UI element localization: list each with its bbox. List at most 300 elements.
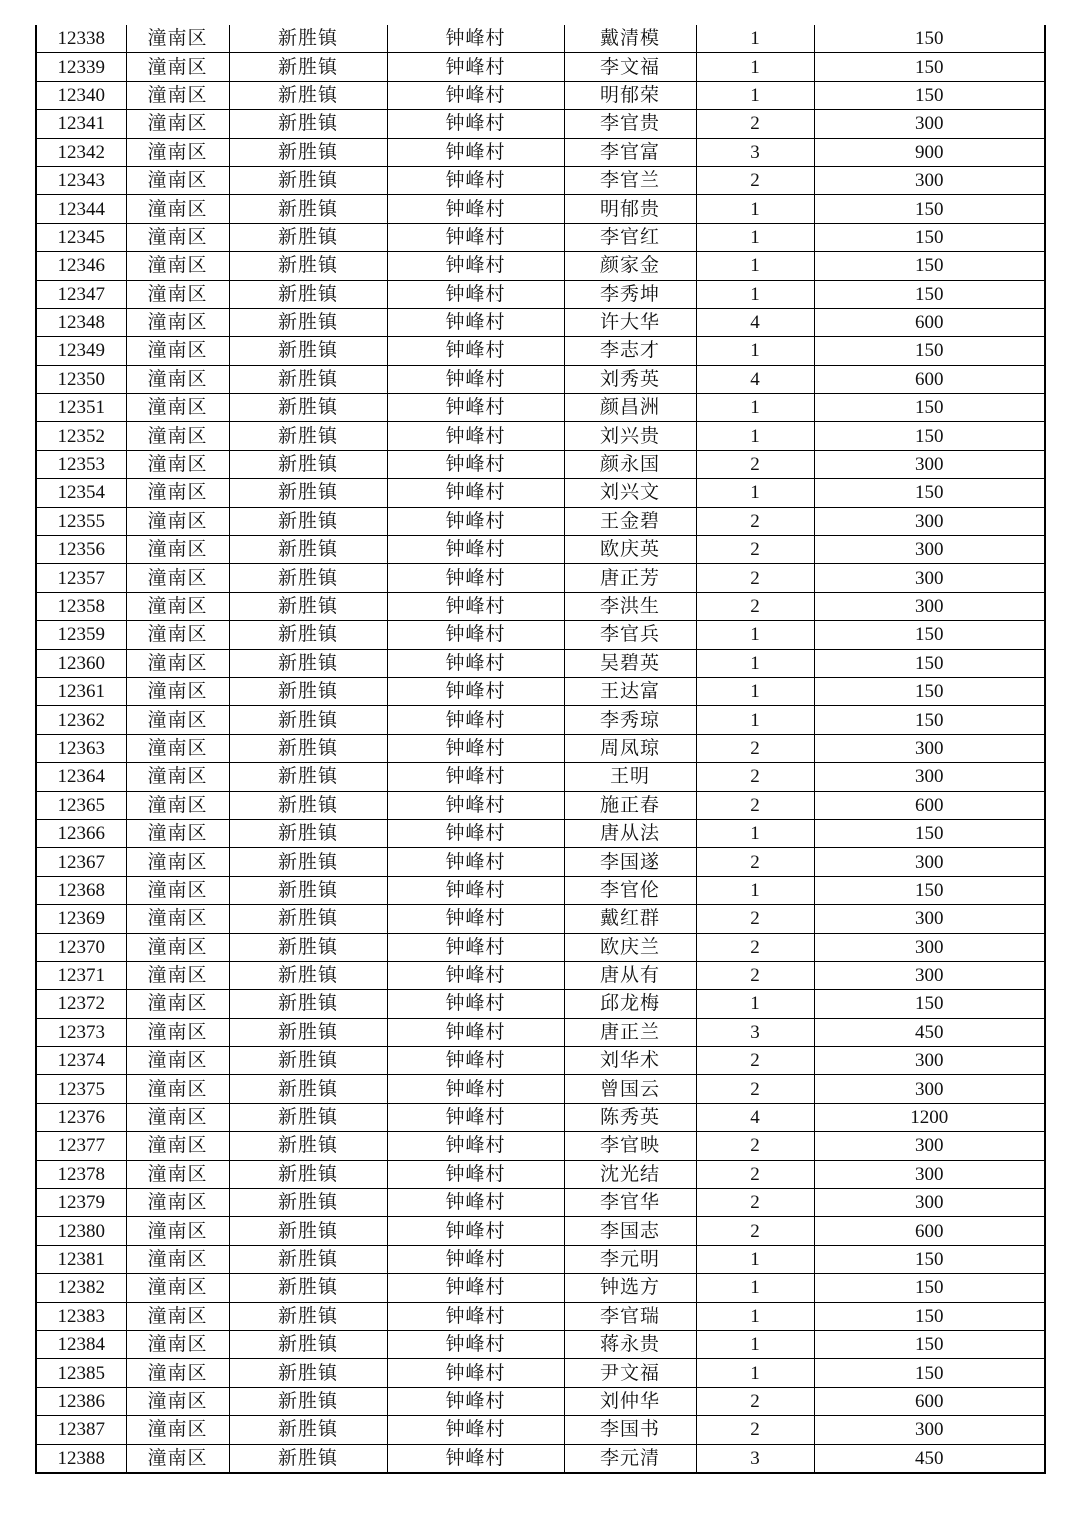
town-cell: 新胜镇	[229, 138, 387, 166]
district-cell: 潼南区	[126, 1075, 229, 1103]
name-cell: 李元明	[564, 1245, 696, 1273]
count-cell: 3	[696, 1444, 814, 1473]
village-cell: 钟峰村	[387, 1302, 564, 1330]
name-cell: 刘华术	[564, 1047, 696, 1075]
table-row	[36, 1387, 1045, 1415]
row-id-cell: 12373	[36, 1018, 126, 1046]
village-cell: 钟峰村	[387, 1444, 564, 1473]
name-cell: 施正春	[564, 791, 696, 819]
table-row	[36, 110, 1045, 138]
name-cell: 欧庆英	[564, 536, 696, 564]
village-cell: 钟峰村	[387, 1132, 564, 1160]
row-id-cell: 12370	[36, 933, 126, 961]
name-cell: 蒋永贵	[564, 1330, 696, 1358]
name-cell: 刘秀英	[564, 365, 696, 393]
name-cell: 李秀琼	[564, 706, 696, 734]
table-body	[36, 25, 1045, 1473]
row-id-cell: 12340	[36, 81, 126, 109]
row-id-cell: 12361	[36, 677, 126, 705]
row-id-cell: 12349	[36, 337, 126, 365]
count-cell: 1	[696, 25, 814, 53]
table-row	[36, 422, 1045, 450]
district-cell: 潼南区	[126, 763, 229, 791]
amount-cell: 150	[814, 195, 1045, 223]
town-cell: 新胜镇	[229, 990, 387, 1018]
count-cell: 2	[696, 1047, 814, 1075]
amount-cell: 300	[814, 763, 1045, 791]
town-cell: 新胜镇	[229, 53, 387, 81]
count-cell: 1	[696, 649, 814, 677]
village-cell: 钟峰村	[387, 308, 564, 336]
name-cell: 颜永国	[564, 450, 696, 478]
district-cell: 潼南区	[126, 905, 229, 933]
row-id-cell: 12380	[36, 1217, 126, 1245]
name-cell: 许大华	[564, 308, 696, 336]
table-row	[36, 365, 1045, 393]
district-cell: 潼南区	[126, 337, 229, 365]
village-cell: 钟峰村	[387, 1160, 564, 1188]
town-cell: 新胜镇	[229, 763, 387, 791]
count-cell: 3	[696, 1018, 814, 1046]
town-cell: 新胜镇	[229, 1387, 387, 1415]
count-cell: 2	[696, 110, 814, 138]
district-cell: 潼南区	[126, 536, 229, 564]
table-row	[36, 592, 1045, 620]
village-cell: 钟峰村	[387, 819, 564, 847]
district-cell: 潼南区	[126, 848, 229, 876]
district-cell: 潼南区	[126, 1018, 229, 1046]
town-cell: 新胜镇	[229, 933, 387, 961]
row-id-cell: 12371	[36, 961, 126, 989]
village-cell: 钟峰村	[387, 734, 564, 762]
village-cell: 钟峰村	[387, 138, 564, 166]
amount-cell: 300	[814, 592, 1045, 620]
village-cell: 钟峰村	[387, 1245, 564, 1273]
table-row	[36, 394, 1045, 422]
name-cell: 刘仲华	[564, 1387, 696, 1415]
row-id-cell: 12362	[36, 706, 126, 734]
town-cell: 新胜镇	[229, 1132, 387, 1160]
town-cell: 新胜镇	[229, 1274, 387, 1302]
count-cell: 4	[696, 1103, 814, 1131]
table-row	[36, 138, 1045, 166]
name-cell: 李国志	[564, 1217, 696, 1245]
name-cell: 李志才	[564, 337, 696, 365]
table-row	[36, 621, 1045, 649]
district-cell: 潼南区	[126, 53, 229, 81]
table-row	[36, 1018, 1045, 1046]
district-cell: 潼南区	[126, 1189, 229, 1217]
name-cell: 陈秀英	[564, 1103, 696, 1131]
row-id-cell: 12346	[36, 252, 126, 280]
village-cell: 钟峰村	[387, 706, 564, 734]
table-row	[36, 734, 1045, 762]
count-cell: 1	[696, 1274, 814, 1302]
amount-cell: 150	[814, 1245, 1045, 1273]
town-cell: 新胜镇	[229, 308, 387, 336]
district-cell: 潼南区	[126, 81, 229, 109]
table-row	[36, 1189, 1045, 1217]
count-cell: 1	[696, 677, 814, 705]
village-cell: 钟峰村	[387, 961, 564, 989]
village-cell: 钟峰村	[387, 1103, 564, 1131]
district-cell: 潼南区	[126, 933, 229, 961]
town-cell: 新胜镇	[229, 1047, 387, 1075]
count-cell: 2	[696, 536, 814, 564]
row-id-cell: 12364	[36, 763, 126, 791]
amount-cell: 150	[814, 819, 1045, 847]
district-cell: 潼南区	[126, 110, 229, 138]
row-id-cell: 12365	[36, 791, 126, 819]
town-cell: 新胜镇	[229, 280, 387, 308]
amount-cell: 600	[814, 1387, 1045, 1415]
district-cell: 潼南区	[126, 195, 229, 223]
amount-cell: 150	[814, 223, 1045, 251]
district-cell: 潼南区	[126, 621, 229, 649]
table-row	[36, 763, 1045, 791]
table-row	[36, 1047, 1045, 1075]
row-id-cell: 12348	[36, 308, 126, 336]
count-cell: 1	[696, 990, 814, 1018]
town-cell: 新胜镇	[229, 734, 387, 762]
district-cell: 潼南区	[126, 138, 229, 166]
table-row	[36, 961, 1045, 989]
table-row	[36, 905, 1045, 933]
district-cell: 潼南区	[126, 592, 229, 620]
table-row	[36, 819, 1045, 847]
amount-cell: 150	[814, 1359, 1045, 1387]
name-cell: 刘兴文	[564, 479, 696, 507]
village-cell: 钟峰村	[387, 479, 564, 507]
count-cell: 2	[696, 791, 814, 819]
name-cell: 李官红	[564, 223, 696, 251]
table-row	[36, 223, 1045, 251]
district-cell: 潼南区	[126, 961, 229, 989]
count-cell: 1	[696, 1302, 814, 1330]
town-cell: 新胜镇	[229, 223, 387, 251]
table-row	[36, 337, 1045, 365]
town-cell: 新胜镇	[229, 337, 387, 365]
amount-cell: 300	[814, 1189, 1045, 1217]
row-id-cell: 12388	[36, 1444, 126, 1473]
amount-cell: 150	[814, 876, 1045, 904]
name-cell: 李官兵	[564, 621, 696, 649]
count-cell: 1	[696, 479, 814, 507]
count-cell: 2	[696, 592, 814, 620]
town-cell: 新胜镇	[229, 564, 387, 592]
name-cell: 李元清	[564, 1444, 696, 1473]
table-row	[36, 308, 1045, 336]
table-row	[36, 1103, 1045, 1131]
count-cell: 2	[696, 166, 814, 194]
name-cell: 王达富	[564, 677, 696, 705]
amount-cell: 450	[814, 1444, 1045, 1473]
row-id-cell: 12339	[36, 53, 126, 81]
table-row	[36, 990, 1045, 1018]
village-cell: 钟峰村	[387, 536, 564, 564]
row-id-cell: 12385	[36, 1359, 126, 1387]
row-id-cell: 12386	[36, 1387, 126, 1415]
village-cell: 钟峰村	[387, 25, 564, 53]
town-cell: 新胜镇	[229, 166, 387, 194]
count-cell: 2	[696, 734, 814, 762]
row-id-cell: 12363	[36, 734, 126, 762]
count-cell: 1	[696, 422, 814, 450]
row-id-cell: 12360	[36, 649, 126, 677]
district-cell: 潼南区	[126, 1274, 229, 1302]
table-row	[36, 81, 1045, 109]
amount-cell: 300	[814, 848, 1045, 876]
row-id-cell: 12377	[36, 1132, 126, 1160]
name-cell: 戴清模	[564, 25, 696, 53]
town-cell: 新胜镇	[229, 1075, 387, 1103]
count-cell: 1	[696, 1245, 814, 1273]
amount-cell: 150	[814, 394, 1045, 422]
amount-cell: 300	[814, 905, 1045, 933]
district-cell: 潼南区	[126, 1444, 229, 1473]
town-cell: 新胜镇	[229, 819, 387, 847]
town-cell: 新胜镇	[229, 876, 387, 904]
count-cell: 1	[696, 1359, 814, 1387]
town-cell: 新胜镇	[229, 621, 387, 649]
table-row	[36, 166, 1045, 194]
name-cell: 王明	[564, 763, 696, 791]
count-cell: 2	[696, 1416, 814, 1444]
village-cell: 钟峰村	[387, 592, 564, 620]
table-row	[36, 280, 1045, 308]
town-cell: 新胜镇	[229, 649, 387, 677]
count-cell: 1	[696, 394, 814, 422]
row-id-cell: 12355	[36, 507, 126, 535]
town-cell: 新胜镇	[229, 1302, 387, 1330]
count-cell: 1	[696, 280, 814, 308]
town-cell: 新胜镇	[229, 1189, 387, 1217]
count-cell: 2	[696, 1132, 814, 1160]
village-cell: 钟峰村	[387, 933, 564, 961]
name-cell: 吴碧英	[564, 649, 696, 677]
table-row	[36, 1132, 1045, 1160]
district-cell: 潼南区	[126, 876, 229, 904]
count-cell: 2	[696, 763, 814, 791]
town-cell: 新胜镇	[229, 1416, 387, 1444]
district-cell: 潼南区	[126, 166, 229, 194]
village-cell: 钟峰村	[387, 1018, 564, 1046]
town-cell: 新胜镇	[229, 848, 387, 876]
count-cell: 4	[696, 365, 814, 393]
count-cell: 2	[696, 1075, 814, 1103]
table-row	[36, 876, 1045, 904]
name-cell: 唐从法	[564, 819, 696, 847]
table-row	[36, 1217, 1045, 1245]
village-cell: 钟峰村	[387, 166, 564, 194]
count-cell: 1	[696, 337, 814, 365]
village-cell: 钟峰村	[387, 1416, 564, 1444]
table-row	[36, 649, 1045, 677]
town-cell: 新胜镇	[229, 25, 387, 53]
row-id-cell: 12359	[36, 621, 126, 649]
town-cell: 新胜镇	[229, 422, 387, 450]
amount-cell: 150	[814, 25, 1045, 53]
town-cell: 新胜镇	[229, 450, 387, 478]
amount-cell: 300	[814, 450, 1045, 478]
document-page	[35, 25, 1044, 1474]
district-cell: 潼南区	[126, 990, 229, 1018]
village-cell: 钟峰村	[387, 677, 564, 705]
amount-cell: 150	[814, 649, 1045, 677]
district-cell: 潼南区	[126, 507, 229, 535]
row-id-cell: 12366	[36, 819, 126, 847]
amount-cell: 150	[814, 990, 1045, 1018]
registry-table	[35, 25, 1046, 1474]
row-id-cell: 12382	[36, 1274, 126, 1302]
village-cell: 钟峰村	[387, 990, 564, 1018]
count-cell: 1	[696, 1330, 814, 1358]
amount-cell: 300	[814, 933, 1045, 961]
district-cell: 潼南区	[126, 791, 229, 819]
amount-cell: 300	[814, 110, 1045, 138]
row-id-cell: 12379	[36, 1189, 126, 1217]
table-row	[36, 1245, 1045, 1273]
town-cell: 新胜镇	[229, 81, 387, 109]
row-id-cell: 12352	[36, 422, 126, 450]
town-cell: 新胜镇	[229, 1018, 387, 1046]
name-cell: 唐正芳	[564, 564, 696, 592]
table-row	[36, 1274, 1045, 1302]
row-id-cell: 12353	[36, 450, 126, 478]
amount-cell: 150	[814, 1274, 1045, 1302]
count-cell: 2	[696, 905, 814, 933]
amount-cell: 150	[814, 479, 1045, 507]
town-cell: 新胜镇	[229, 536, 387, 564]
district-cell: 潼南区	[126, 450, 229, 478]
amount-cell: 450	[814, 1018, 1045, 1046]
town-cell: 新胜镇	[229, 252, 387, 280]
amount-cell: 150	[814, 1302, 1045, 1330]
row-id-cell: 12343	[36, 166, 126, 194]
table-row	[36, 536, 1045, 564]
town-cell: 新胜镇	[229, 706, 387, 734]
amount-cell: 300	[814, 166, 1045, 194]
amount-cell: 300	[814, 1416, 1045, 1444]
name-cell: 周凤琼	[564, 734, 696, 762]
village-cell: 钟峰村	[387, 422, 564, 450]
table-row	[36, 1444, 1045, 1473]
table-row	[36, 848, 1045, 876]
row-id-cell: 12372	[36, 990, 126, 1018]
village-cell: 钟峰村	[387, 1047, 564, 1075]
village-cell: 钟峰村	[387, 252, 564, 280]
row-id-cell: 12367	[36, 848, 126, 876]
amount-cell: 150	[814, 280, 1045, 308]
table-row	[36, 1359, 1045, 1387]
district-cell: 潼南区	[126, 479, 229, 507]
name-cell: 颜昌洲	[564, 394, 696, 422]
town-cell: 新胜镇	[229, 394, 387, 422]
amount-cell: 150	[814, 1330, 1045, 1358]
name-cell: 尹文福	[564, 1359, 696, 1387]
row-id-cell: 12347	[36, 280, 126, 308]
village-cell: 钟峰村	[387, 1274, 564, 1302]
row-id-cell: 12368	[36, 876, 126, 904]
district-cell: 潼南区	[126, 1245, 229, 1273]
row-id-cell: 12342	[36, 138, 126, 166]
table-row	[36, 1075, 1045, 1103]
row-id-cell: 12344	[36, 195, 126, 223]
count-cell: 1	[696, 223, 814, 251]
village-cell: 钟峰村	[387, 848, 564, 876]
amount-cell: 150	[814, 81, 1045, 109]
village-cell: 钟峰村	[387, 1387, 564, 1415]
village-cell: 钟峰村	[387, 905, 564, 933]
town-cell: 新胜镇	[229, 479, 387, 507]
village-cell: 钟峰村	[387, 450, 564, 478]
count-cell: 2	[696, 1387, 814, 1415]
count-cell: 2	[696, 1217, 814, 1245]
name-cell: 李官兰	[564, 166, 696, 194]
count-cell: 2	[696, 564, 814, 592]
amount-cell: 600	[814, 791, 1045, 819]
name-cell: 唐正兰	[564, 1018, 696, 1046]
district-cell: 潼南区	[126, 1132, 229, 1160]
town-cell: 新胜镇	[229, 1217, 387, 1245]
amount-cell: 150	[814, 422, 1045, 450]
row-id-cell: 12351	[36, 394, 126, 422]
name-cell: 李洪生	[564, 592, 696, 620]
district-cell: 潼南区	[126, 223, 229, 251]
amount-cell: 600	[814, 1217, 1045, 1245]
district-cell: 潼南区	[126, 819, 229, 847]
amount-cell: 150	[814, 337, 1045, 365]
row-id-cell: 12374	[36, 1047, 126, 1075]
district-cell: 潼南区	[126, 1387, 229, 1415]
row-id-cell: 12345	[36, 223, 126, 251]
row-id-cell: 12338	[36, 25, 126, 53]
town-cell: 新胜镇	[229, 905, 387, 933]
row-id-cell: 12384	[36, 1330, 126, 1358]
amount-cell: 300	[814, 1160, 1045, 1188]
table-row	[36, 195, 1045, 223]
village-cell: 钟峰村	[387, 1189, 564, 1217]
name-cell: 李官华	[564, 1189, 696, 1217]
village-cell: 钟峰村	[387, 223, 564, 251]
district-cell: 潼南区	[126, 252, 229, 280]
table-row	[36, 564, 1045, 592]
name-cell: 李国书	[564, 1416, 696, 1444]
town-cell: 新胜镇	[229, 365, 387, 393]
village-cell: 钟峰村	[387, 1330, 564, 1358]
name-cell: 邱龙梅	[564, 990, 696, 1018]
count-cell: 1	[696, 706, 814, 734]
amount-cell: 300	[814, 536, 1045, 564]
district-cell: 潼南区	[126, 1359, 229, 1387]
district-cell: 潼南区	[126, 1217, 229, 1245]
table-row	[36, 479, 1045, 507]
table-row	[36, 677, 1045, 705]
name-cell: 李秀坤	[564, 280, 696, 308]
district-cell: 潼南区	[126, 1302, 229, 1330]
district-cell: 潼南区	[126, 394, 229, 422]
name-cell: 明郁贵	[564, 195, 696, 223]
name-cell: 李国遂	[564, 848, 696, 876]
name-cell: 颜家金	[564, 252, 696, 280]
district-cell: 潼南区	[126, 677, 229, 705]
count-cell: 1	[696, 252, 814, 280]
row-id-cell: 12375	[36, 1075, 126, 1103]
village-cell: 钟峰村	[387, 1217, 564, 1245]
amount-cell: 300	[814, 564, 1045, 592]
count-cell: 1	[696, 621, 814, 649]
name-cell: 钟选方	[564, 1274, 696, 1302]
